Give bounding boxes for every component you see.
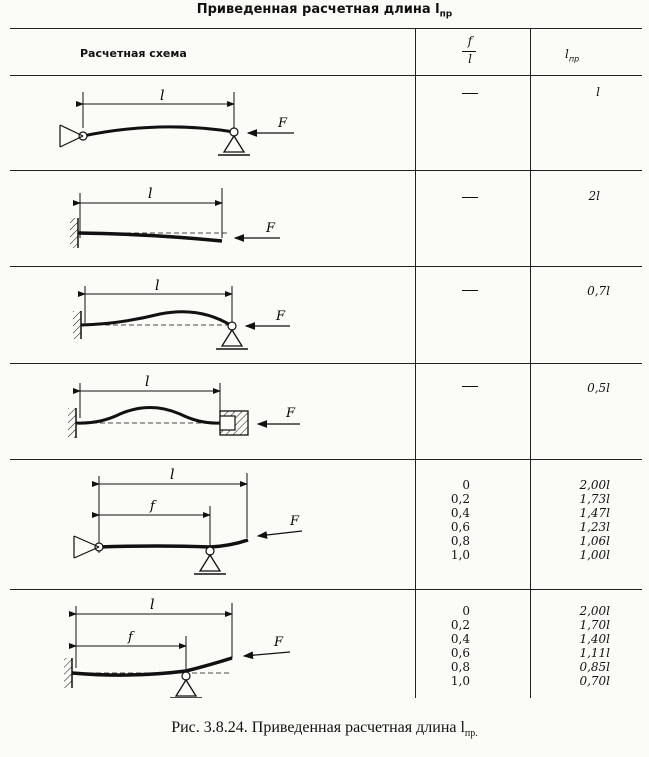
header-frac-num: f: [467, 34, 473, 48]
schemes-drawing: [10, 28, 415, 698]
header-lpr: $l_{пр}$: [565, 47, 580, 64]
scheme-fixed-free: [70, 186, 280, 248]
table-title: Приведенная расчетная длина $l_{пр}$: [196, 2, 453, 20]
row6-ratio-values: 0 0,2 0,4 0,6 0,8 1,0: [450, 604, 470, 688]
length-label: l: [145, 374, 150, 390]
header-frac-den: l: [468, 52, 472, 66]
row5-lpr-values: 2,00l 1,73l 1,47l 1,23l 1,06l 1,00l: [579, 478, 610, 562]
span-label: f: [128, 630, 133, 645]
span-label: f: [150, 499, 155, 514]
force-label: F: [274, 635, 284, 650]
row4-lpr: 0,5l: [587, 381, 610, 395]
row1-ratio-dash: [462, 93, 478, 94]
scheme-fixed-fixed: [68, 374, 300, 438]
scheme-fixed-pinned: [73, 278, 290, 349]
row6-lpr-values: 2,00l 1,70l 1,40l 1,11l 0,85l 0,70l: [579, 604, 610, 688]
length-label: l: [148, 186, 153, 202]
row3-lpr: 0,7l: [587, 284, 610, 298]
scheme-overhang-fixed: [64, 597, 290, 698]
row5-ratio-values: 0 0,2 0,4 0,6 0,8 1,0: [450, 478, 470, 562]
buckling-length-table: [10, 28, 642, 698]
force-label: F: [286, 406, 296, 421]
row2-ratio-dash: [462, 197, 478, 198]
header-scheme: Расчетная схема: [80, 47, 187, 60]
length-label: l: [170, 467, 175, 483]
force-label: F: [278, 116, 288, 131]
length-label: l: [155, 278, 160, 294]
row2-lpr: 2l: [588, 189, 600, 203]
row1-lpr: l: [596, 85, 600, 99]
force-label: F: [290, 514, 300, 529]
row3-ratio-dash: [462, 290, 478, 291]
scheme-pinned-pinned: [60, 88, 294, 155]
row4-ratio-dash: [462, 386, 478, 387]
column-divider: [415, 28, 416, 698]
force-label: F: [276, 309, 286, 324]
length-label: l: [160, 88, 165, 104]
column-divider: [530, 28, 531, 698]
figure-caption: Рис. 3.8.24. Приведенная расчетная длина $l_{пр.}$: [171, 719, 478, 740]
force-label: F: [266, 221, 276, 236]
scheme-overhang-pinned: [74, 467, 302, 574]
length-label: l: [150, 597, 155, 613]
